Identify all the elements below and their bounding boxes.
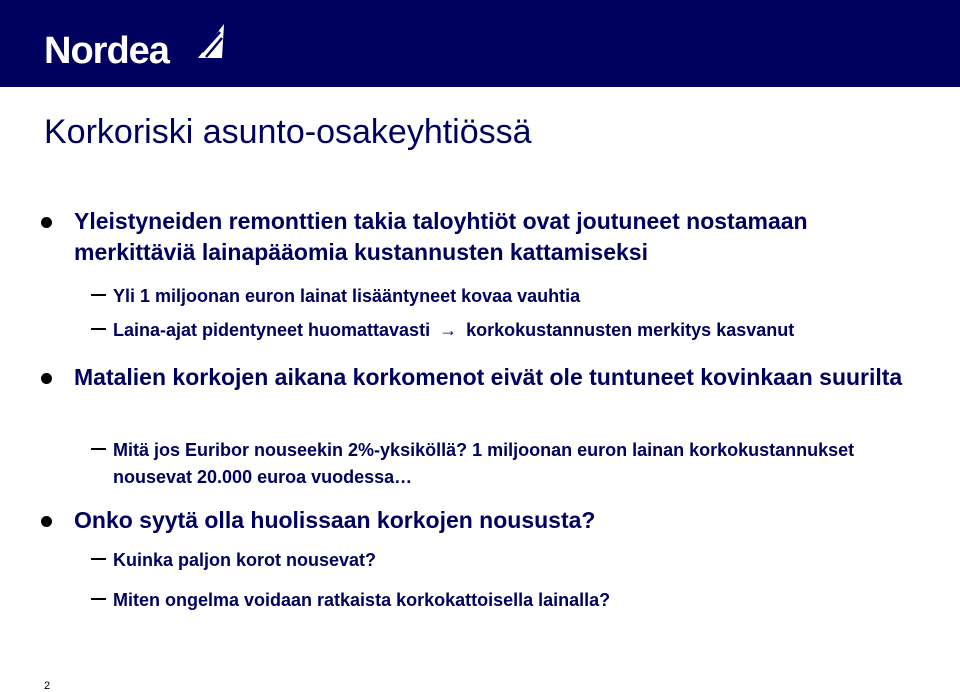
sub-bullet-1-1-text: Yli 1 miljoonan euron lainat lisääntyneet kovaa vauhtia	[113, 286, 581, 306]
sub-bullet-1-1	[113, 283, 893, 310]
dash-marker	[91, 558, 106, 560]
bullet-marker	[41, 217, 52, 228]
bullet-3	[74, 505, 934, 536]
logo-text: Nordea	[44, 30, 169, 72]
sub-bullet-3-2	[113, 587, 893, 614]
sub-bullet-1-2-text-before: Laina-ajat pidentyneet huomattavasti	[113, 320, 431, 340]
bullet-2	[74, 362, 934, 393]
sub-bullet-1-2-text-after: korkokustannusten merkitys kasvanut	[466, 320, 795, 340]
sub-bullet-3-1	[113, 547, 893, 574]
bullet-marker	[41, 516, 52, 527]
sub-bullet-3-1-text: Kuinka paljon korot nousevat?	[113, 550, 377, 570]
bullet-1	[74, 206, 934, 268]
right-arrow-icon: →	[439, 320, 458, 340]
sub-bullet-2-1-text: Mitä jos Euribor nouseekin 2%-yksiköllä? 1 miljoonan euron lainan korkokustannukset nousevat 20.000 euroa vuodessa…	[113, 440, 855, 487]
dash-marker	[91, 598, 106, 600]
sub-bullet-3-2-text: Miten ongelma voidaan ratkaista korkokattoisella lainalla?	[113, 590, 611, 610]
sub-bullet-2-1	[113, 437, 893, 491]
page-number: 2	[44, 680, 51, 692]
sub-bullet-1-2	[113, 317, 893, 344]
bullet-3-text: Onko syytä olla huolissaan korkojen noususta?	[74, 507, 596, 533]
dash-marker	[91, 448, 106, 450]
dash-marker	[91, 294, 106, 296]
slide-title: Korkoriski asunto-osakeyhtiössä	[44, 113, 532, 151]
bullet-2-text: Matalien korkojen aikana korkomenot eivät ole tuntuneet kovinkaan suurilta	[74, 364, 903, 390]
dash-marker	[91, 328, 106, 330]
bullet-marker	[41, 373, 52, 384]
bullet-1-text: Yleistyneiden remonttien takia taloyhtiöt ovat joutuneet nostamaan merkittäviä lainapääomia kustannusten kattamiseksi	[74, 208, 808, 265]
